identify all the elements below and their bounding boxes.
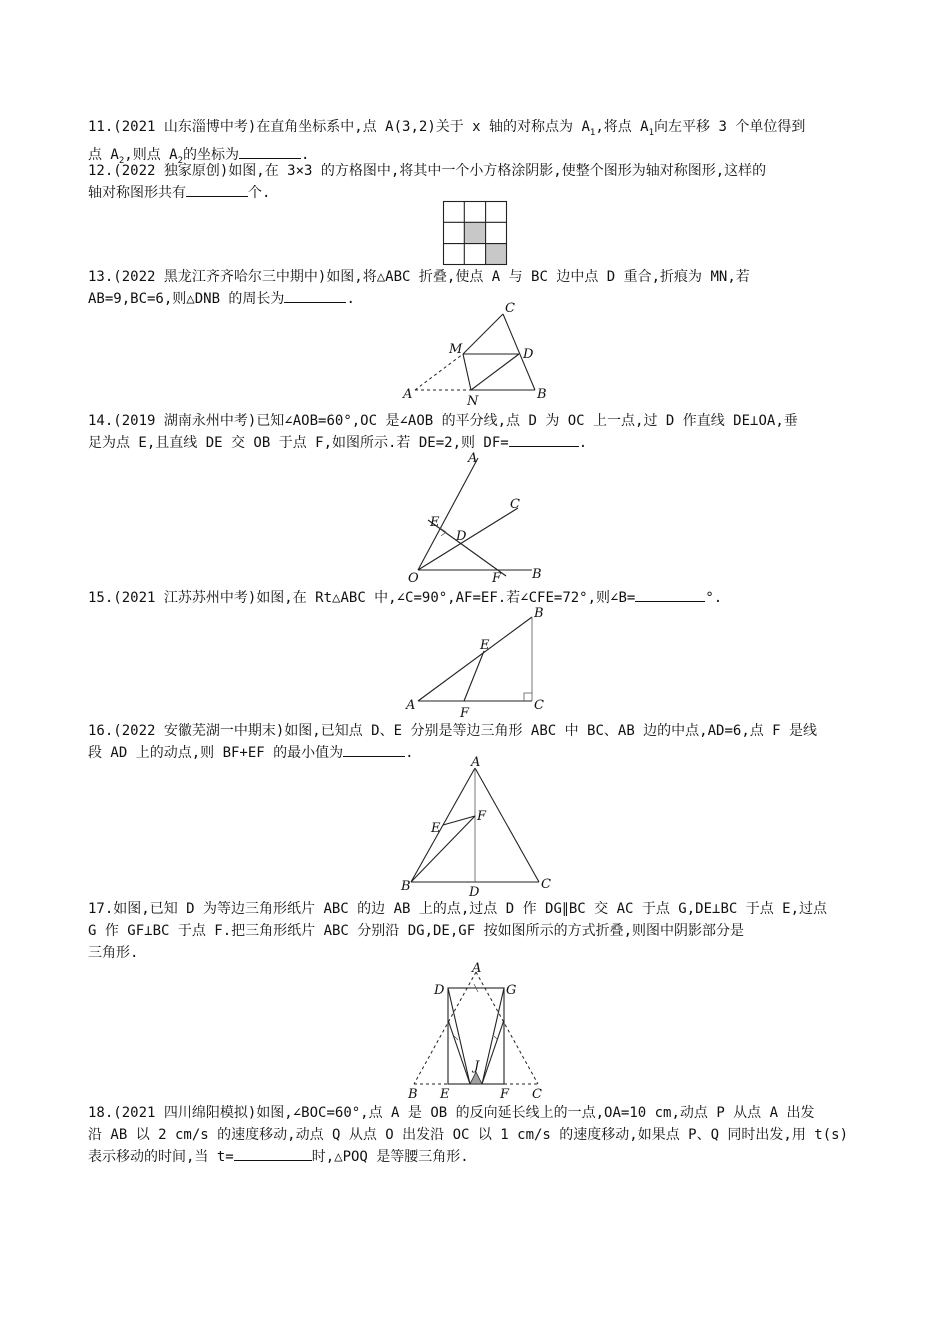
label-B: B <box>401 879 411 894</box>
question-16: 16.(2022 安徽芜湖一中期末)如图,已知点 D、E 分别是等边三角形 ABC 中 BC、AB 边的中点,AD=6,点 F 是线 段 AD 上的动点,则 BF+EF 的最小值为 . <box>88 723 818 761</box>
label-A: A <box>472 961 482 976</box>
label-A: A <box>471 755 481 770</box>
question-number: 14. <box>88 413 114 429</box>
label-F: F <box>460 706 470 721</box>
label-E: E <box>431 821 441 836</box>
label-C: C <box>505 301 515 316</box>
question-13: 13.(2022 黑龙江齐齐哈尔三中期中)如图,将△ABC 折叠,使点 A 与 BC 边中点 D 重合,折痕为 MN,若 AB=9,BC=6,则△DNB 的周长为 . <box>88 269 750 307</box>
label-C: C <box>532 1087 542 1102</box>
label-C: C <box>534 698 544 713</box>
shaded-cell <box>486 244 507 265</box>
label-M: M <box>449 342 463 357</box>
question-source: (2022 黑龙江齐齐哈尔三中期中) <box>113 269 327 285</box>
question-18: 18.(2021 四川绵阳模拟)如图,∠BOC=60°,点 A 是 OB 的反向延长线上的一点,OA=10 cm,动点 P 从点 A 出发 沿 AB 以 2 cm/s 的速度移动,动点 Q 从点 O 出发沿 OC 以 1 cm/s 的速度移动,如果点 P、Q 同时出发,用 t(s) 表示移动的时间,当 t= 时,△POQ 是等腰三角形. <box>88 1105 849 1165</box>
label-F: F <box>492 571 502 586</box>
question-source: (2022 安徽芜湖一中期末) <box>113 723 285 739</box>
question-source: (2022 独家原创) <box>113 163 229 179</box>
label-A: A <box>403 387 413 402</box>
question-number: 15. <box>88 590 114 606</box>
label-J: J <box>474 1059 480 1074</box>
label-N: N <box>467 394 479 409</box>
question-source: (2019 湖南永州中考) <box>113 413 257 429</box>
label-B: B <box>537 387 547 402</box>
answer-blank[interactable] <box>284 288 346 303</box>
label-D: D <box>469 885 480 900</box>
angle-bisector-figure <box>400 450 550 586</box>
question-source: (2021 江苏苏州中考) <box>113 590 257 606</box>
label-D: D <box>434 983 445 998</box>
question-number: 17. <box>88 901 114 917</box>
question-17: 17.如图,已知 D 为等边三角形纸片 ABC 的边 AB 上的点,过点 D 作 DG∥BC 交 AC 于点 G,DE⊥BC 于点 E,过点 G 作 GF⊥BC 于点 F.把三角形纸片 ABC 分别沿 DG,DE,GF 按如图所示的方式折叠,则图中阴影部分是 三角形. <box>88 901 828 961</box>
question-14: 14.(2019 湖南永州中考)已知∠AOB=60°,OC 是∠AOB 的平分线,点 D 为 OC 上一点,过 D 作直线 DE⊥OA,垂 足为点 E,且直线 DE 交 OB 于点 F,如图所示.若 DE=2,则 DF= . <box>88 413 798 451</box>
label-F: F <box>477 809 487 824</box>
label-A: A <box>468 451 478 466</box>
label-D: D <box>456 529 467 544</box>
label-E: E <box>430 515 440 530</box>
question-15: 15.(2021 江苏苏州中考)如图,在 Rt△ABC 中,∠C=90°,AF=EF.若∠CFE=72°,则∠B= °. <box>88 587 873 609</box>
equilateral-triangle-figure <box>395 755 565 900</box>
answer-blank[interactable] <box>509 432 579 447</box>
label-C: C <box>541 877 551 892</box>
label-D: D <box>523 347 534 362</box>
label-E: E <box>440 1087 450 1102</box>
triangle-fold-figure <box>395 300 555 410</box>
label-E: E <box>480 638 490 653</box>
grid-figure <box>443 201 507 265</box>
answer-blank[interactable] <box>343 742 405 757</box>
question-number: 12. <box>88 163 114 179</box>
label-O: O <box>408 571 419 586</box>
question-11: 11.(2021 山东淄博中考)在直角坐标系中,点 A(3,2)关于 x 轴的对称点为 $A_1$,将点 $A_1$向左平移 3 个单位得到 点 $A_2$,则点 $A_2$的坐标为 . <box>88 119 806 166</box>
question-source: (2021 山东淄博中考) <box>113 119 257 135</box>
answer-blank[interactable] <box>635 587 705 602</box>
question-12: 12.(2022 独家原创)如图,在 3×3 的方格图中,将其中一个小方格涂阴影,使整个图形为轴对称图形,这样的 轴对称图形共有 个. <box>88 163 767 201</box>
answer-blank[interactable] <box>234 1146 312 1161</box>
question-number: 13. <box>88 269 114 285</box>
label-G: G <box>506 983 517 998</box>
label-B: B <box>408 1087 418 1102</box>
paper-fold-figure <box>400 960 550 1100</box>
label-A: A <box>406 698 416 713</box>
label-C: C <box>510 497 520 512</box>
shaded-cell <box>464 222 485 243</box>
question-number: 16. <box>88 723 114 739</box>
label-B: B <box>534 606 544 621</box>
question-number: 11. <box>88 119 114 135</box>
question-number: 18. <box>88 1105 114 1121</box>
label-B: B <box>532 567 542 582</box>
answer-blank[interactable] <box>186 182 248 197</box>
label-F: F <box>500 1087 510 1102</box>
right-triangle-figure <box>400 605 560 720</box>
answer-blank[interactable] <box>239 144 301 159</box>
question-source: (2021 四川绵阳模拟) <box>113 1105 257 1121</box>
